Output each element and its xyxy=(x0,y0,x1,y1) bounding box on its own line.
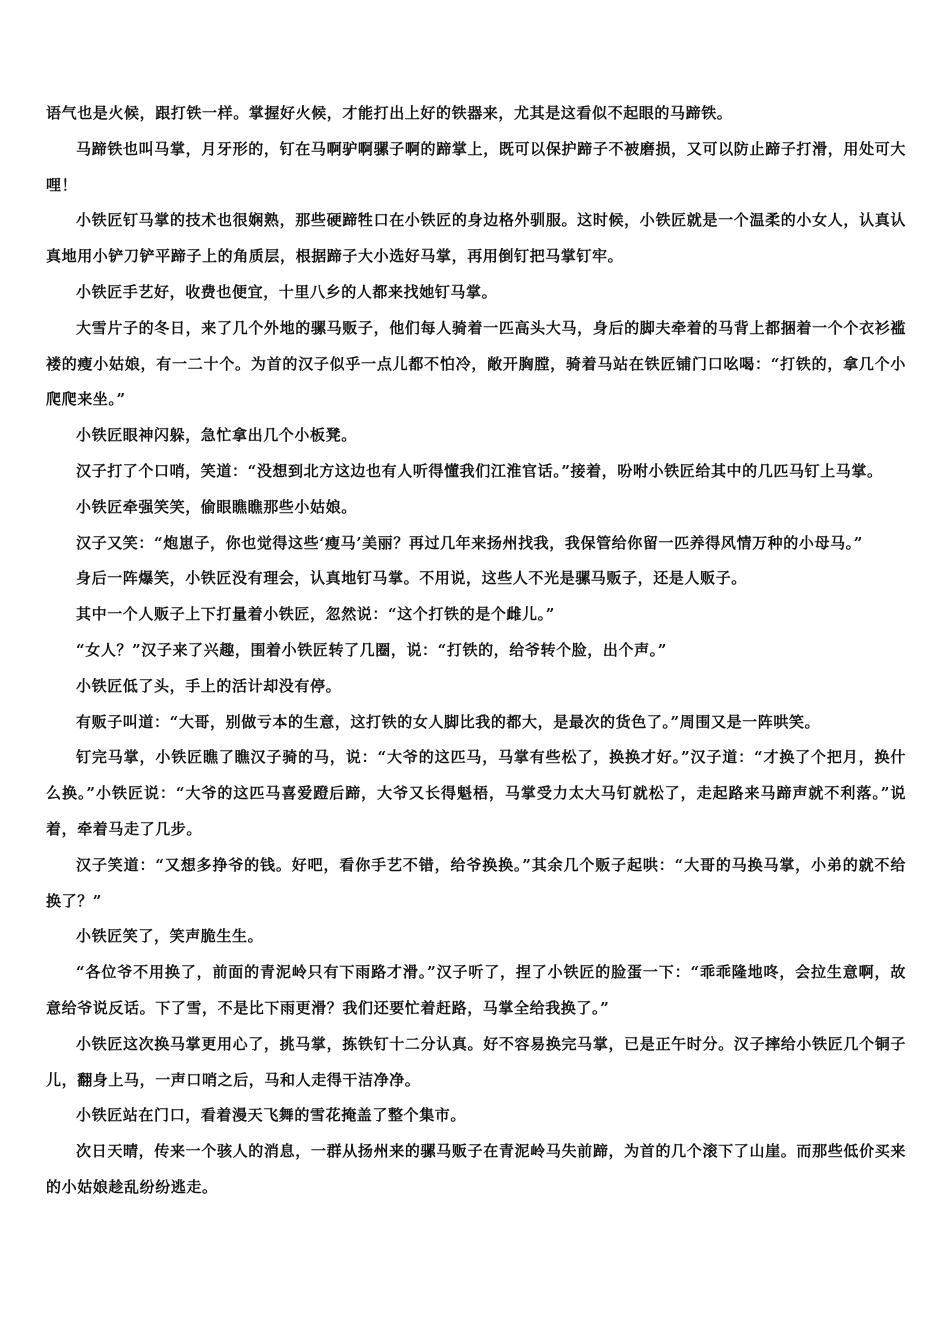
paragraph-13: 小铁匠低了头，手上的活计却没有停。 xyxy=(76,676,342,695)
paragraph-14: 有贩子叫道：“大哥，别做亏本的生意，这打铁的女人脚比我的都大，是最次的货色了。”周围又是一阵哄笑。 xyxy=(76,712,821,731)
paragraph-2: 马蹄铁也叫马掌，月牙形的，钉在马啊驴啊骡子啊的蹄掌上，既可以保护蹄子不被磨损，又可以防止蹄子打滑，用处可大哩！ xyxy=(46,139,906,194)
paragraph-1: 语气也是火候，跟打铁一样。掌握好火候，才能打出上好的铁器来，尤其是这看似不起眼的马蹄铁。 xyxy=(46,104,733,122)
paragraph-12: “女人？”汉子来了兴趣，围着小铁匠转了几圈，说：“打铁的，给爷转个脸，出个声。” xyxy=(76,640,668,659)
paragraph-6: 小铁匠眼神闪躲，急忙拿出几个小板凳。 xyxy=(76,426,357,445)
paragraph-5: 大雪片子的冬日，来了几个外地的骡马贩子，他们每人骑着一匹高头大马，身后的脚夫牵着的马背上都捆着一个个衣衫褴褛的瘦小姑娘，有一二十个。为首的汉子似乎一点儿都不怕冷，敞开胸膛，骑着马站在铁匠铺门口吆喝：“打铁的，拿几个小爬爬来坐。” xyxy=(46,318,906,409)
paragraph-20: 小铁匠站在门口，看着漫天飞舞的雪花掩盖了整个集市。 xyxy=(76,1106,467,1125)
paragraph-11: 其中一个人贩子上下打量着小铁匠，忽然说：“这个打铁的是个雌儿。” xyxy=(76,605,555,624)
paragraph-19: 小铁匠这次换马掌更用心了，挑马掌，拣铁钉十二分认真。好不容易换完马掌，已是正午时分。汉子摔给小铁匠几个铜子儿，翻身上马，一声口哨之后，马和人走得干洁净净。 xyxy=(46,1034,906,1089)
paragraph-21: 次日天晴，传来一个骇人的消息，一群从扬州来的骡马贩子在青泥岭马失前蹄，为首的几个滚下了山崖。而那些低价买来的小姑娘趁乱纷纷逃走。 xyxy=(46,1142,906,1196)
paragraph-10: 身后一阵爆笑，小铁匠没有理会，认真地钉马掌。不用说，这些人不光是骡马贩子，还是人贩子。 xyxy=(76,569,747,588)
paragraph-17: 小铁匠笑了，笑声脆生生。 xyxy=(76,927,264,946)
paragraph-15: 钉完马掌，小铁匠瞧了瞧汉子骑的马，说：“大爷的这匹马，马掌有些松了，换换才好。”汉子道：“才换了个把月，换什么换。”小铁匠说：“大爷的这匹马喜爱蹬后蹄，大爷又长得魁梧，马掌受力太大马钉就松了，走起路来马蹄声就不利落。”说着，牵着马走了几步。 xyxy=(46,748,906,838)
paragraph-18: “各位爷不用换了，前面的青泥岭只有下雨路才滑。”汉子听了，捏了小铁匠的脸蛋一下：“乖乖隆地咚，会拉生意啊，故意给爷说反话。下了雪，不是比下雨更滑？我们还要忙着赶路，马掌全给我换了。” xyxy=(46,963,906,1017)
paragraph-7: 汉子打了个口哨，笑道：“没想到北方这边也有人听得懂我们江淮官话。”接着，吩咐小铁匠给其中的几匹马钉上马掌。 xyxy=(76,461,883,480)
paragraph-3: 小铁匠钉马掌的技术也很娴熟，那些硬蹄牲口在小铁匠的身边格外驯服。这时候，小铁匠就是一个温柔的小女人，认真认真地用小铲刀铲平蹄子上的角质层，根据蹄子大小选好马掌，再用倒钉把马掌钉牢。 xyxy=(46,211,906,266)
paragraph-8: 小铁匠牵强笑笑，偷眼瞧瞧那些小姑娘。 xyxy=(76,497,357,516)
paragraph-4: 小铁匠手艺好，收费也便宜，十里八乡的人都来找她钉马掌。 xyxy=(76,282,498,301)
paragraph-16: 汉子笑道：“又想多挣爷的钱。好吧，看你手艺不错，给爷换换。”其余几个贩子起哄：“大哥的马换马掌，小弟的就不给换了？” xyxy=(46,855,906,910)
paragraph-9: 汉子又笑：“炮崽子，你也觉得这些‘瘦马’美丽？再过几年来扬州找我，我保管给你留一匹养得风情万种的小母马。” xyxy=(76,533,864,552)
